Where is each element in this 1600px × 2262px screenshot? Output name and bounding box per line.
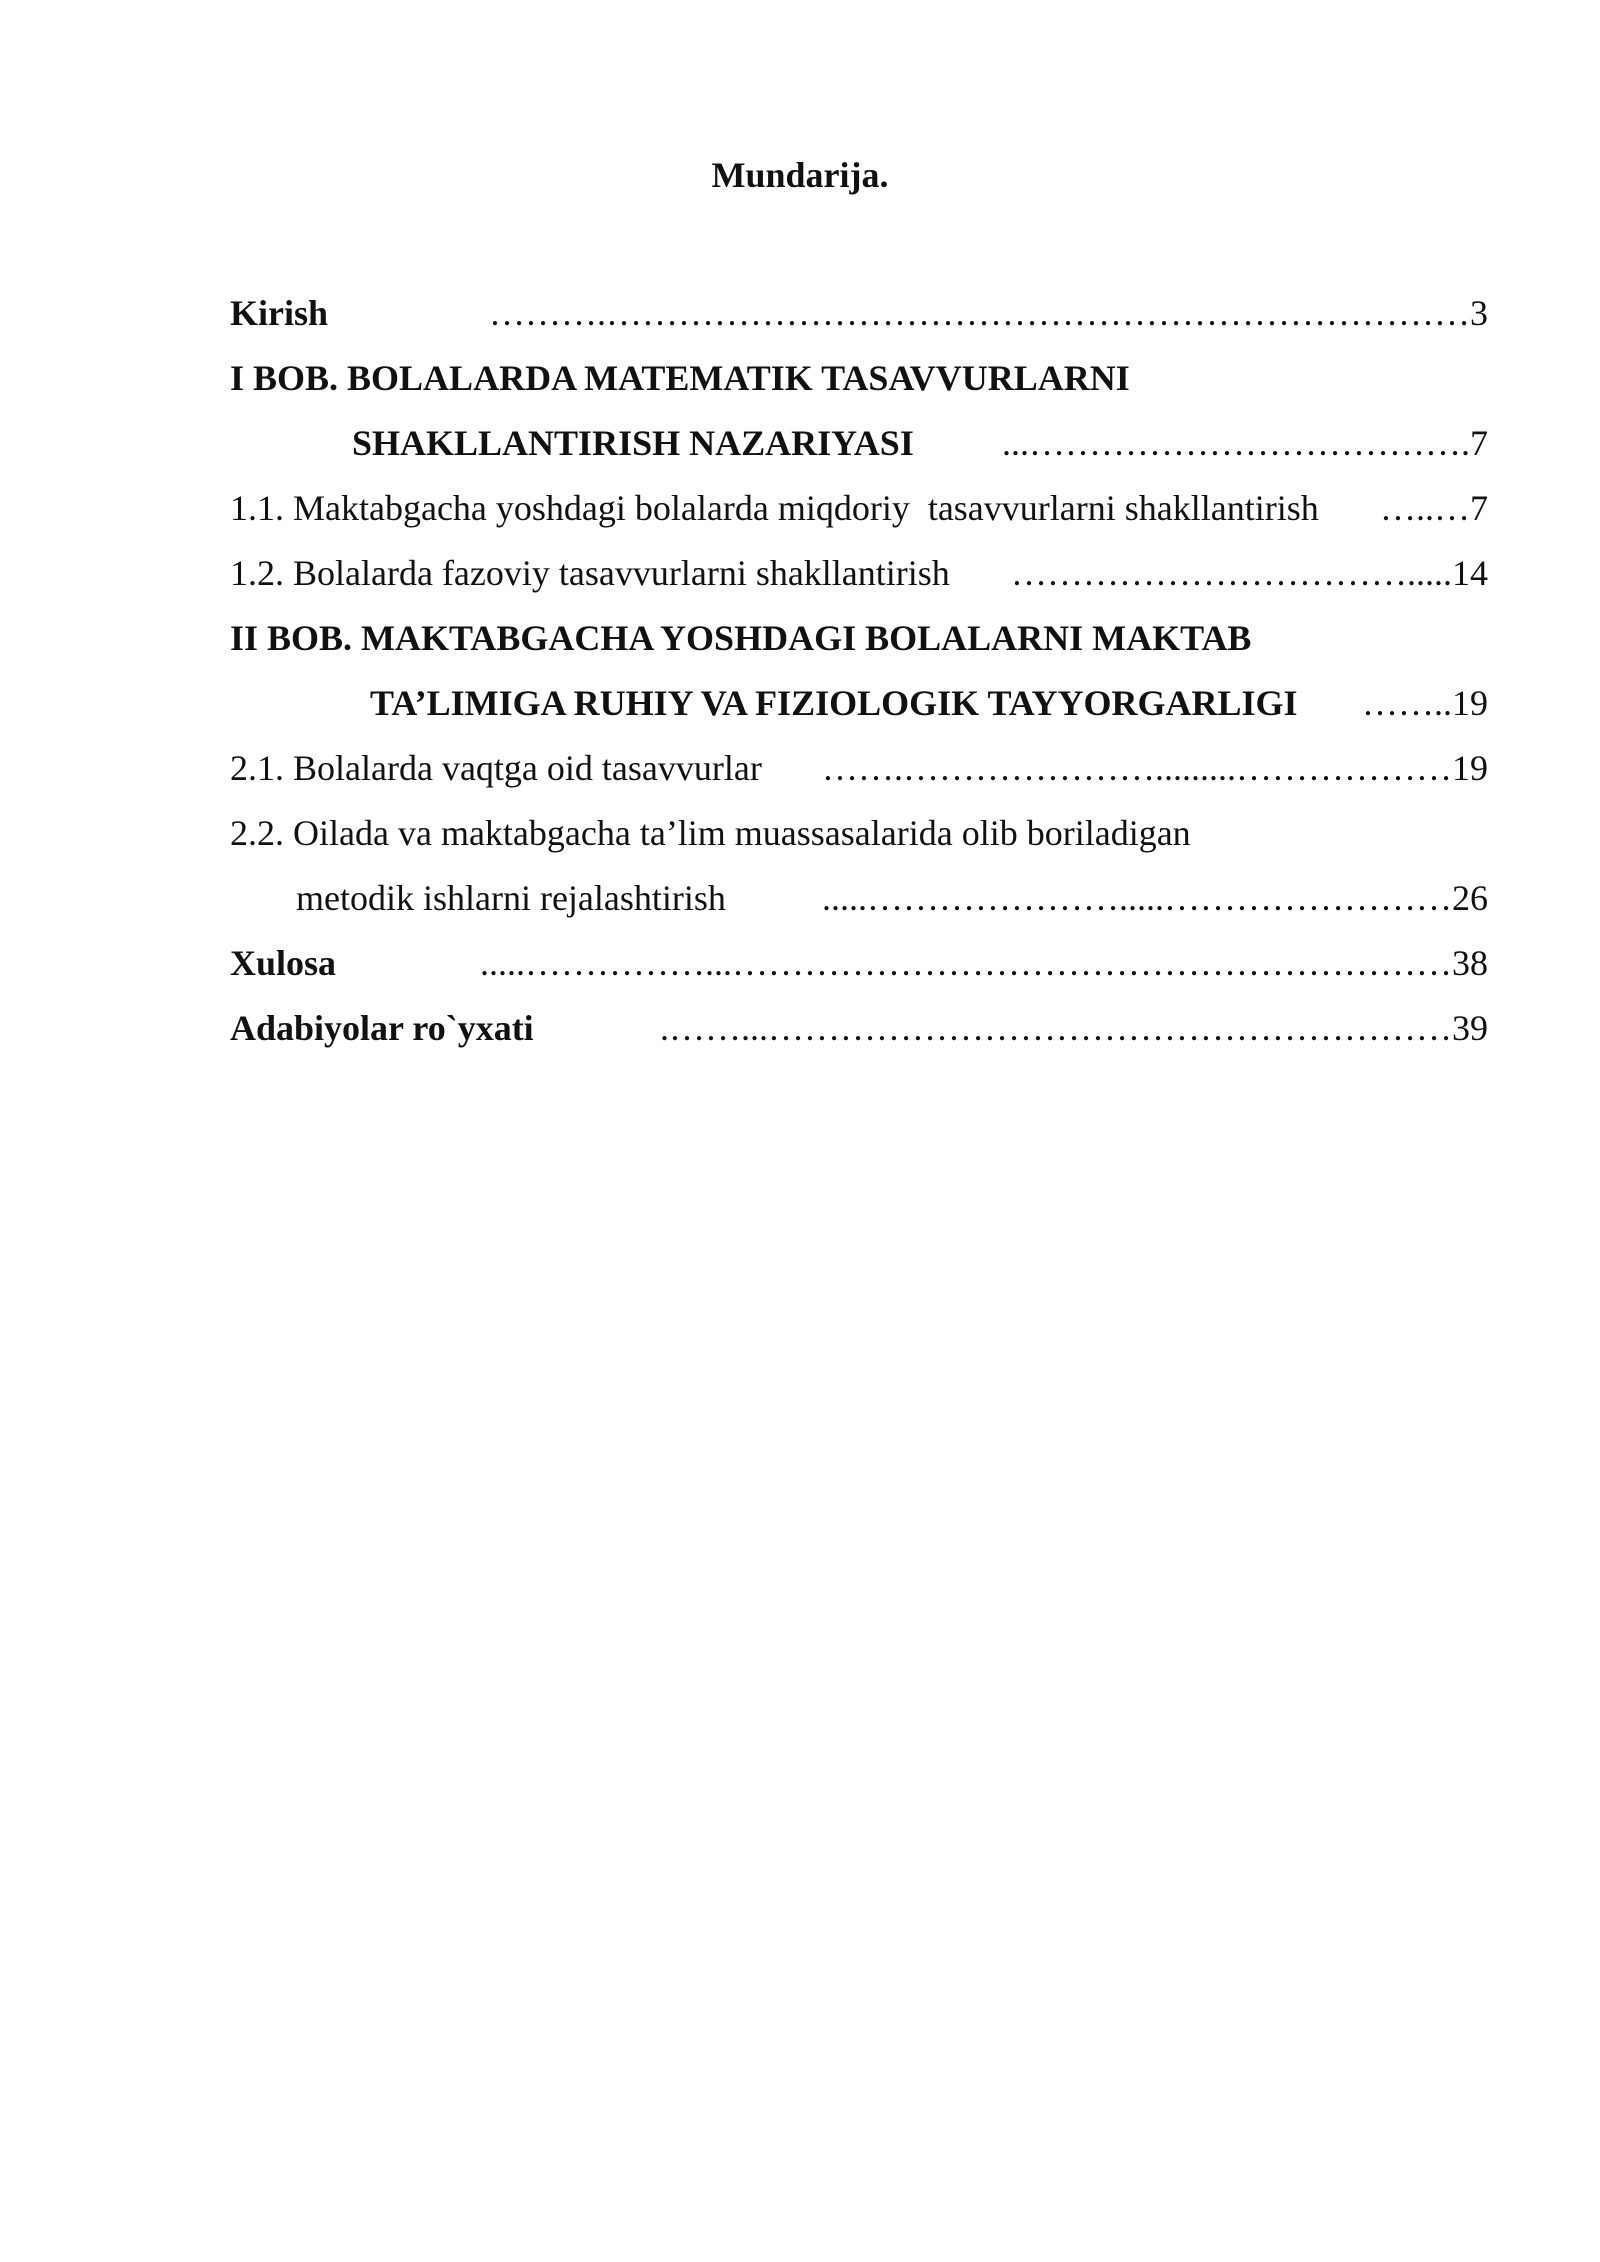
toc-page-number: 3 bbox=[1470, 292, 1488, 333]
toc-entry-label: 1.2. Bolalarda fazoviy tasavvurlarni shakllantirish bbox=[230, 552, 950, 593]
toc-leader-dots: …………………………………………………...……. bbox=[660, 1007, 1452, 1048]
toc-entry-section-2-1 bbox=[230, 735, 1488, 800]
toc-leader-dots: …..… bbox=[1380, 487, 1470, 528]
toc-entry-section-1-1 bbox=[230, 475, 1488, 540]
toc-leader-dots: ………………………………... bbox=[1002, 422, 1461, 463]
toc-entry-bob1-line1 bbox=[230, 345, 1488, 410]
toc-entry-bob2-line1 bbox=[230, 605, 1488, 670]
toc-entry-xulosa bbox=[230, 930, 1488, 995]
toc-entry-label: 2.1. Bolalarda vaqtga oid tasavvurlar bbox=[230, 747, 762, 788]
toc-entry-kirish bbox=[230, 280, 1488, 345]
toc-page-number: 26 bbox=[1452, 877, 1488, 918]
toc-entry-label: 2.2. Oilada va maktabgacha ta’lim muassasalarida olib boriladigan bbox=[230, 812, 1191, 853]
toc-leader-dots: …………………………… bbox=[1011, 552, 1407, 593]
toc-entry-label: Xulosa bbox=[230, 942, 337, 983]
toc-entry-label: TA’LIMIGA RUHIY VA FIZIOLOGIK TAYYORGARLIGI bbox=[370, 682, 1298, 723]
toc-leader-dots: …………………….....…………………..... bbox=[822, 877, 1452, 918]
toc-leader-dots: ……………………………………………………...……………..... bbox=[480, 942, 1452, 983]
toc-page-number: 38 bbox=[1452, 942, 1488, 983]
toc-entry-label: metodik ishlarni rejalashtirish bbox=[296, 877, 726, 918]
toc-leader-dots: ……………………………………………………………….……… bbox=[489, 292, 1470, 333]
table-of-contents bbox=[230, 280, 1488, 1060]
toc-entry-label: II BOB. MAKTABGACHA YOSHDAGI BOLALARNI MAKTAB bbox=[230, 617, 1252, 658]
toc-entry-bob1-line2 bbox=[230, 410, 1488, 475]
toc-entry-section-1-2 bbox=[230, 540, 1488, 605]
toc-page-number: 39 bbox=[1452, 1007, 1488, 1048]
toc-entry-label: 1.1. Maktabgacha yoshdagi bolalarda miqdoriy tasavvurlarni shakllantirish bbox=[230, 487, 1319, 528]
toc-entry-label: SHAKLLANTIRISH NAZARIYASI bbox=[352, 422, 914, 463]
toc-page-number: 19 bbox=[1452, 747, 1488, 788]
toc-page-number: .7 bbox=[1461, 422, 1488, 463]
toc-entry-adabiyotlar bbox=[230, 995, 1488, 1060]
toc-leader-dots: ……………….........………………….…… bbox=[822, 747, 1452, 788]
toc-leader-dots: …… bbox=[1362, 682, 1434, 723]
toc-entry-bob2-line2 bbox=[230, 670, 1488, 735]
toc-entry-section-2-2-line2 bbox=[230, 865, 1488, 930]
page-title: Mundarija. bbox=[711, 155, 889, 195]
toc-entry-label: Adabiyolar ro`yxati bbox=[230, 1007, 534, 1048]
toc-page-number: .....14 bbox=[1407, 552, 1488, 593]
toc-entry-section-2-2-line1 bbox=[230, 800, 1488, 865]
toc-page-number: ..19 bbox=[1434, 682, 1488, 723]
toc-page-number: 7 bbox=[1470, 487, 1488, 528]
toc-entry-label: I BOB. BOLALARDA MATEMATIK TASAVVURLARNI bbox=[230, 357, 1130, 398]
toc-entry-label: Kirish bbox=[230, 292, 329, 333]
